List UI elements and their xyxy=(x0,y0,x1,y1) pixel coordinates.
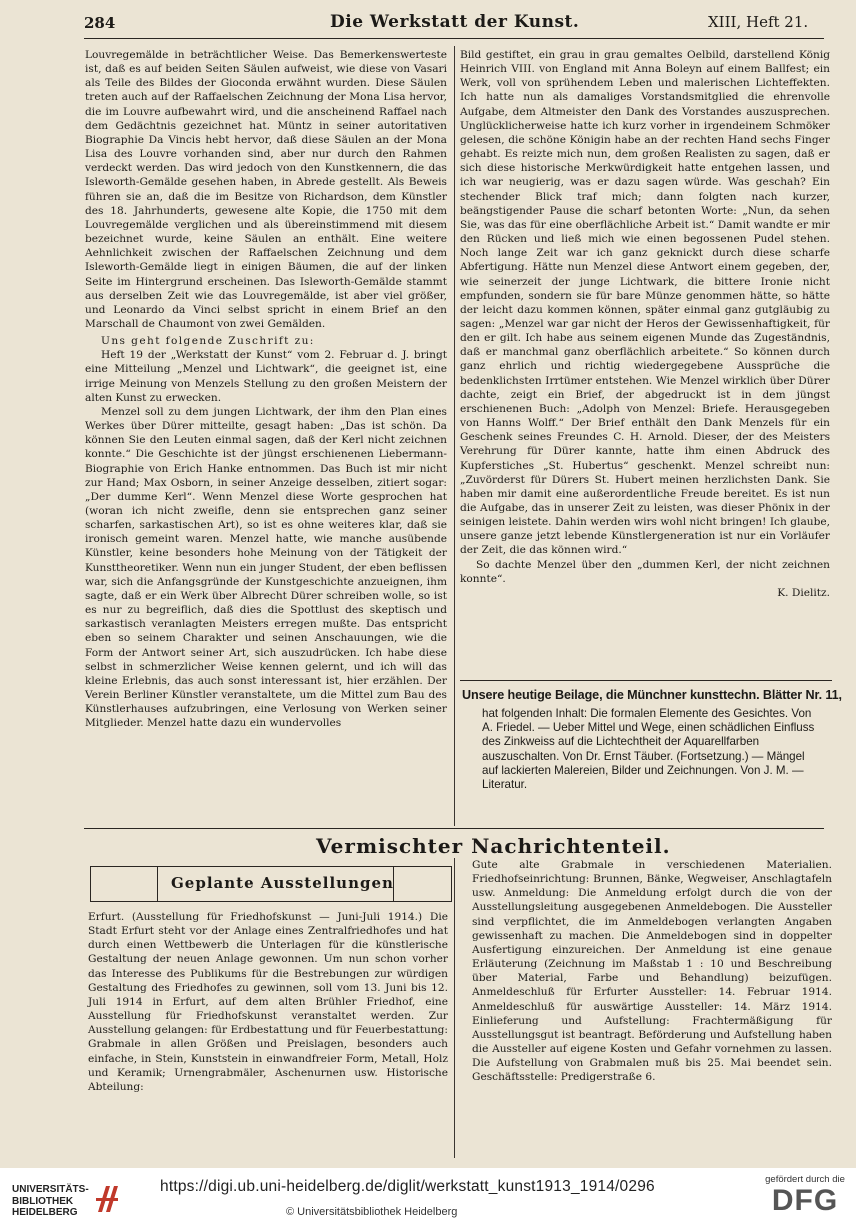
paragraph: Menzel soll zu dem jungen Lichtwark, der ihm den Plan eines Werkes über Dürer mitteilte, gesagt haben: „Das ist schön. Da können Sie den Leuten einmal sagen, daß der Kerl nicht zeichnen konnte.“ Die Geschichte ist der jüngst erschienenen Liebermann-Biographie von Erich Hanke entnommen. Das Buch ist mir nicht zur Hand; Max Osborn, in seiner Anzeige desselben, zitiert sogar: „Der dumme Kerl“. Wenn Menzel diese Worte gesprochen hat (woran ich nicht zweifle, denn sie entsprechen ganz seiner scharfen, sarkastischen Art), so ist es ohne weiteres klar, daß sie ironisch gemeint waren. Menzel hatte, wie manche ausübende Künstler, keine besonders hohe Meinung von der Tätigkeit der Kunsttheoretiker. Wenn nun ein junger Student, der eben beflissen war, sich die Anfangsgründe der Kunstgeschichte anzueignen, ihm sagte, daß er ein Werk über Albrecht Dürer schreiben wolle, so ist es nur zu begreiflich, daß dies die Spottlust des skeptisch und sarkastisch veranlagten Meisters erregen mußte. Das entspricht eben so seinem Charakter und seinen Anschauungen, wie die Form der Antwort seiner Art, sich auszudrücken. Ich habe diese selbst in schmerzlicher Weise kennen gelernt, und ich will das kleine Erlebnis, das auch sonst interessant ist, hier erzählen. Der Verein Berliner Künstler veranstaltete, um die Mittel zum Bau des Künstlerhauses aufzubringen, eine Verlosung von Werken seiner Mitglieder. Menzel hatte dazu ein wundervolles xyxy=(85,405,447,730)
column-divider-bottom xyxy=(454,858,455,1158)
library-logo[interactable] xyxy=(12,1182,162,1218)
left-column-article xyxy=(85,48,447,731)
bottom-right-column xyxy=(472,858,832,1085)
zuschrift-heading: Uns geht folgende Zuschrift zu: xyxy=(101,335,315,348)
viewer-footer xyxy=(0,1168,856,1229)
beilage-title: Unsere heutige Beilage, die Münchner kunsttechn. Blätter Nr. 11, xyxy=(462,688,842,702)
signature: K. Dielitz. xyxy=(777,586,830,599)
beilage-rule xyxy=(460,680,832,681)
paragraph: Gute alte Grabmale in verschiedenen Materialien. Friedhofseinrichtung: Brunnen, Bänke, Wegweiser, Anschlagtafeln usw. Anmeldung: Die Anmeldung erfolgt durch die von der Ausstellungsleitung ausgegebenen Anmeldebogen. Die Aussteller sind verpflichtet, die im Anmeldebogen verlangten Angaben gewissenhaft zu machen. Die Anmeldebogen sind in doppelter Ausfertigung einzureichen. Der Anmeldung ist eine genaue Erläuterung (Zeichnung im Maßstab 1 : 10 und Beschreibung über Material, Farbe und Behandlung) beizufügen. Anmeldeschluß für Erfurter Aussteller: 14. Februar 1914. Anmeldeschluß für auswärtige Aussteller: 14. März 1914. Einlieferung und Aufstellung: Frachtermäßigung für Ausstellungsgut ist beantragt. Beförderung und Aufstellung haben die Aussteller auf eigene Kosten und Gefahr vornehmen zu lassen. Die Aufstellung von Grabmalen muß bis 25. Mai beendet sein. Geschäftsstelle: Predigerstraße 6. xyxy=(472,859,832,1084)
section-title: Vermischter Nachrichtenteil. xyxy=(316,834,671,858)
library-emblem-icon xyxy=(92,1182,122,1218)
library-line: HEIDELBERG xyxy=(12,1207,78,1218)
dfg-wordmark: DFG xyxy=(771,1184,839,1217)
beilage-text: hat folgenden Inhalt: Die formalen Elemente des Gesichtes. Von A. Friedel. — Ueber Mittel und Wege, einen schädlichen Einfluss des Zinkweiss auf die Lichtechtheit der Aquarellfarben auszuschalten. Von Dr. Ernst Täuber. (Fortsetzung.) — Mängel auf lackierten Malereien, Bilder und Zeichnungen. Von J. M. — Literatur. xyxy=(482,707,815,792)
right-column-article xyxy=(460,48,830,600)
paragraph: Bild gestiftet, ein grau in grau gemaltes Oelbild, darstellend König Heinrich VIII. von England mit Anna Boleyn auf einem Ballfest; ein Werk, voll von sprühendem Leben und malerischen Lichteffekten. Ich hatte nun als damaliges Vorstandsmitglied die ehrenvolle Aufgabe, dem Altmeister den Dank des Vorstandes auszusprechen. Unglücklicherweise hatte ich kurz vorher in irgendeinem Schmöker gelesen, die schöne Königin habe an der rechten Hand sechs Finger gehabt. Es reizte mich nun, dem großen Realisten zu sagen, daß er sich diese historische Merkwürdigkeit hatte entgehen lassen, und ich war neugierig, was er dazu sagen würde. Was geschah? Ein stechender Blick traf mich; dann folgten nach kurzer, beängstigender Pause die scharf betonten Worte: „Nun, da sehen Sie, was das für eine oberflächliche Arbeit ist.“ Damit wandte er mir den Rücken und ließ mich wie einen begossenen Pudel stehen. Noch lange Zeit war ich ganz geknickt durch diese scharfe Abfertigung. Hätte nun Menzel diese Antwort einem gegeben, der, wie seinerzeit der junge Lichtwark, die bittere Ironie nicht empfunden, sondern sie für bare Münze genommen hätte, so hätte der leicht dazu kommen können, später einmal ganz gutgläubig zu sagen: „Menzel war gar nicht der Heros der Gewissenhaftigkeit, für den er gilt. Ich habe aus seinem eigenen Munde das Zugeständnis, daß er manchmal ganz oberflächlich arbeitete.“ So können durch ganz ehrlich und richtig wiedergegebene Aussprüche die bedenklichsten Irrtümer entstehen. Wie Menzel wirklich über Dürer dachte, zeigt ein Brief, der abgedruckt ist in dem jüngst erschienenen Buch: „Adolph von Menzel: Briefe. Herausgegeben von Hanns Wolff.“ Der Brief enthält den Dank Menzels für ein Geschenk seines Freundes C. H. Arnold. Dieser, der des Meisters Verehrung für Dürer kannte, hatte ihm einen Abdruck des Kupferstiches „St. Hubertus“ geschenkt. Menzel schreibt nun: „Zuvörderst für Dürers St. Hubert meinen herzlichsten Dank. Sie haben mir damit eine außerordentliche Freude bereitet. Es ist nun die Aufgabe, das in unserer Zeit zu leisten, was dieser Phönix in der seinigen leistete. Dahin werden wirs wohl nicht bringen! Ich glaube, unsere ganze jetzt lebende Künstlergeneration ist nur ein Vorläufer der Zeit, die das können wird.“ xyxy=(460,49,830,557)
library-line: BIBLIOTHEK xyxy=(12,1195,74,1207)
geplante-box xyxy=(90,866,452,902)
box-divider xyxy=(157,867,158,901)
dfg-logo[interactable] xyxy=(760,1174,850,1226)
paragraph: Louvregemälde in beträchtlicher Weise. Das Bemerkenswerteste ist, daß es auf beiden Seiten Säulen aufweist, wie diese von Vasari als Teile des Bildes der Gioconda erwähnt wurden. Diese Säulen treten auch auf der Raffaelschen Zeichnung der Mona Lisa hervor, die im Louvre aufbewahrt wird, und die anscheinend Raffael nach dem Gedächtnis gezeichnet hat. Müntz in seiner autoritativen Biographie Da Vincis hebt hervor, daß diese Säulen an der Mona Lisa des Louvre vorhanden sind, aber nur durch den Rahmen verdeckt werden. Das wird jedoch von den Kunstkennern, die das Isleworth-Gemälde gesehen haben, in Abrede gestellt. Als Beweis führen sie an, daß die im Besitze von Richardson, dem Künstler des 18. Jahrhunderts, gewesene alte Kopie, die 1750 mit dem Louvregemälde verglichen und als übereinstimmend mit diesem bezeichnet wurde, keine Säulen an enthält. Eine weitere Aehnlichkeit zwischen der Raffaelschen Zeichnung und dem Isleworth-Gemälde liegt in einigen Bäumen, die auf der linken Seite im Hintergrund erscheinen. Das Isleworth-Gemälde stammt aus derselben Zeit wie das Louvregemälde, ist aber viel größer, und Leonardo da Vinci selbst spricht in einem Brief an den Marschall de Chaumont von zwei Gemälden. xyxy=(85,49,447,330)
section-rule xyxy=(84,828,824,829)
permalink[interactable]: https://digi.ub.uni-heidelberg.de/diglit/werkstatt_kunst1913_1914/0296 xyxy=(160,1178,655,1195)
paragraph: Heft 19 der „Werkstatt der Kunst“ vom 2. Februar d. J. bringt eine Mitteilung „Menzel und Lichtwark“, die geeignet ist, eine irrige Meinung von Menzels Stellung zu den großen Meistern der alten Kunst zu erwecken. xyxy=(85,349,447,404)
library-name xyxy=(12,1184,89,1219)
geplante-heading: Geplante Ausstellungen xyxy=(171,874,394,892)
running-title: Die Werkstatt der Kunst. xyxy=(330,12,580,32)
paragraph: Erfurt. (Ausstellung für Friedhofskunst — Juni-Juli 1914.) Die Stadt Erfurt steht vor der Anlage eines Zentralfriedhofes und hat durch einen Wettbewerb die Unterlagen für die künstlerische Gestaltung der neuen Anlage gewonnen. Um nun schon vorher das Interesse des Publikums für die Bestrebungen zur würdigen Gestaltung des Friedhofes zu gewinnen, soll vom 13. Juni bis 12. Juli 1914 in Erfurt, auf dem alten Brühler Friedhof, eine Ausstellung für Friedhofskunst veranstaltet werden. Zur Ausstellung gelangen: für Erdbestattung und für Feuerbestattung: Grabmale in allen Größen und Preislagen, besonders auch einfache, in Stein, Kunststein in einwandfreier Form, Metall, Holz und Keramik; Urnengrabmäler, Aschenurnen usw. Historische Abteilung: xyxy=(88,911,448,1093)
issue-label: XIII, Heft 21. xyxy=(708,13,809,31)
funded-by: gefördert durch die xyxy=(765,1174,845,1185)
bottom-left-column xyxy=(88,910,448,1094)
copyright: © Universitätsbibliothek Heidelberg xyxy=(286,1206,458,1218)
paragraph: So dachte Menzel über den „dummen Kerl, der nicht zeichnen konnte“. xyxy=(460,558,830,585)
library-line: UNIVERSITÄTS- xyxy=(12,1184,89,1195)
column-divider-top xyxy=(454,46,455,826)
header-rule xyxy=(84,38,824,39)
page-number: 284 xyxy=(84,14,116,32)
